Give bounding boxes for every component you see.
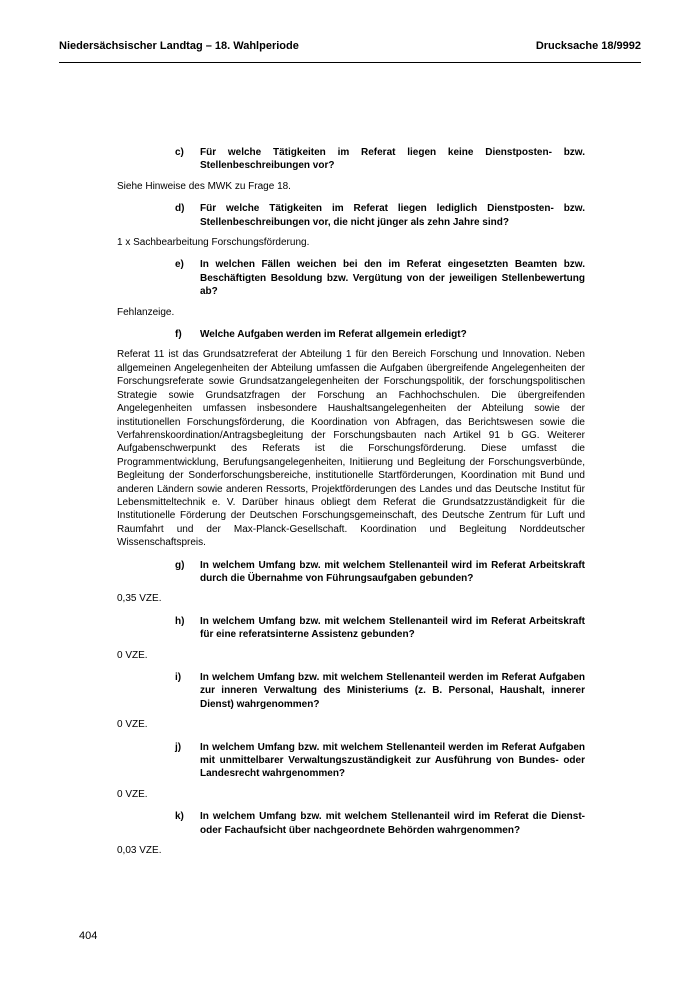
question-h	[175, 615, 585, 642]
question-j	[175, 741, 585, 781]
question-text: In welchem Umfang bzw. mit welchem Stellenanteil werden im Referat Aufgaben mit unmittelbarer Verwaltungszuständigkeit zur Ausführung von Bundes- oder Landesrecht wahrgenommen?	[200, 741, 585, 780]
question-label: i)	[175, 672, 182, 683]
answer-j: 0 VZE.	[117, 788, 148, 800]
question-i	[175, 671, 585, 711]
question-c	[175, 146, 585, 173]
answer-h: 0 VZE.	[117, 649, 148, 661]
answer-f: Referat 11 ist das Grundsatzreferat der Abteilung 1 für den Bereich Forschung und Innovation. Neben allgemeinen Angelegenheiten der Abteilung umfassen die Aufgaben übergreifende Angelegenheiten der Forschungsreferate sowie Grundsatzangelegenheiten der Forschungspolitik, der forschungspolitischen Strategie sowie Grundsatzfragen der Forschung an Fachhochschulen. Die übergreifenden Angelegenheiten umfassen insbesondere Haushaltsangelegenheiten der Abteilung sowie der institutionellen Forschungsförderung, die Koordination von Abfragen, das Berichtswesen sowie die Verfahrenskoordination/Antragsbegleitung der Forschungsbauten nach Artikel 91 b GG. Weiterer Aufgabenschwerpunkt des Referats ist die Forschungsförderung. Diese umfasst die Programmentwicklung, Berufungsangelegenheiten, Initiierung und Begleitung der Forschungsverbünde, Begleitung der Sonderforschungsbereiche, institutionelle Startförderungen, Koordination mit Bund und anderen Ländern sowie anderen Ressorts, Projektförderungen des Landes und das Deutsche Institut für Lebensmitteltechnik e. V. Darüber hinaus obliegt dem Referat die Grundsatzzuständigkeit für die Institutionelle Förderung der Deutschen Forschungsgemeinschaft, des Deutsche Zentrum für Luft und Raumfahrt und der Max-Planck-Gesellschaft. Koordination und Begleitung Norddeutscher Wissenschaftspreis.	[117, 349, 585, 549]
question-text: In welchem Umfang bzw. mit welchem Stellenanteil wird im Referat Arbeitskraft für eine referatsinterne Assistenz gebunden?	[200, 615, 585, 641]
header-doc-number: Drucksache 18/9992	[535, 40, 641, 52]
question-label: d)	[175, 203, 185, 215]
page-number: 404	[79, 930, 98, 942]
question-text: Für welche Tätigkeiten im Referat liegen keine Dienstposten- bzw. Stellenbeschreibungen vor?	[200, 147, 585, 172]
question-text: In welchem Umfang bzw. mit welchem Stellenanteil werden im Referat Aufgaben zur inneren Verwaltung des Ministeriums (z. B. Personal, Haushalt, innerer Dienst) wahrgenommen?	[200, 672, 585, 710]
question-label: g)	[175, 559, 185, 571]
answer-c: Siehe Hinweise des MWK zu Frage 18.	[117, 180, 291, 192]
question-label: e)	[175, 259, 184, 271]
answer-d: 1 x Sachbearbeitung Forschungsförderung.	[117, 237, 310, 249]
answer-i: 0 VZE.	[117, 719, 148, 731]
question-text: In welchem Umfang bzw. mit welchem Stellenanteil wird im Referat die Dienst- oder Fachaufsicht über nachgeordnete Behörden wahrgenommen?	[200, 811, 585, 836]
question-label: k)	[175, 811, 184, 823]
question-f	[175, 328, 585, 341]
answer-e: Fehlanzeige.	[117, 306, 175, 318]
header-title: Niedersächsischer Landtag – 18. Wahlperiode	[59, 40, 299, 52]
question-text: In welchen Fällen weichen bei den im Referat eingesetzten Beamten bzw. Beschäftigten Besoldung bzw. Vergütung von der jeweiligen Stellenbewertung ab?	[200, 259, 585, 298]
question-e	[175, 258, 585, 298]
question-label: c)	[175, 147, 184, 158]
page-header	[59, 40, 641, 63]
question-k	[175, 810, 585, 837]
question-text: Für welche Tätigkeiten im Referat liegen lediglich Dienstposten- bzw. Stellenbeschreibungen vor, die nicht jünger als zehn Jahre sind?	[200, 203, 585, 228]
question-label: h)	[175, 615, 185, 627]
document-body	[117, 146, 585, 866]
answer-g: 0,35 VZE.	[117, 593, 162, 605]
question-g	[175, 559, 585, 586]
question-d	[175, 202, 585, 229]
question-text: In welchem Umfang bzw. mit welchem Stellenanteil wird im Referat Arbeitskraft durch die Übernahme von Führungsaufgaben gebunden?	[200, 559, 585, 584]
question-label: f)	[175, 329, 182, 341]
question-label: j)	[175, 741, 182, 753]
answer-k: 0,03 VZE.	[117, 845, 162, 857]
question-text: Welche Aufgaben werden im Referat allgemein erledigt?	[200, 329, 467, 341]
